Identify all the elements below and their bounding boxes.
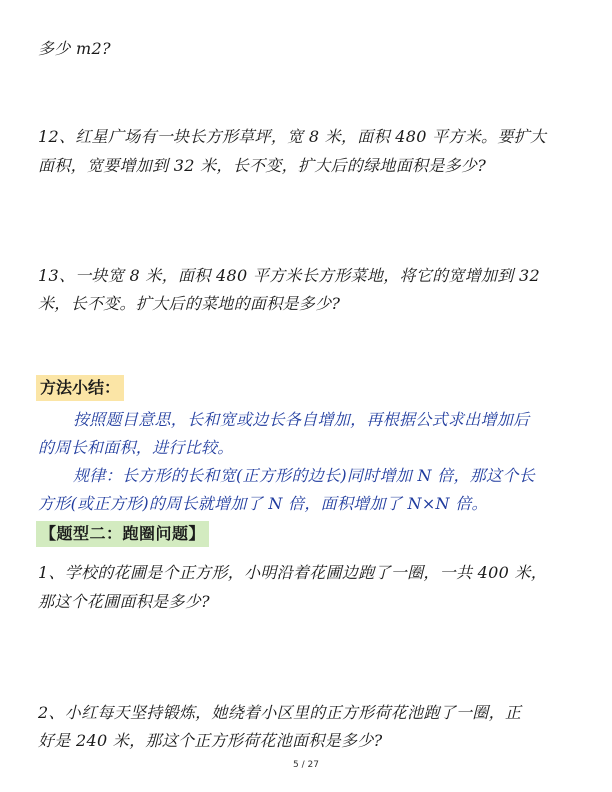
summary-rule-line-2: 方形(或正方形)的周长就增加了 N 倍，面积增加了 N×N 倍。: [38, 494, 488, 513]
question-12-line-1: 12、红星广场有一块长方形草坪，宽 8 米，面积 480 平方米。要扩大: [38, 127, 547, 146]
question-2-line-2: 好是 240 米，那这个正方形荷花池面积是多少?: [38, 731, 383, 750]
question-2-line-1: 2、小红每天坚持锻炼，她绕着小区里的正方形荷花池跑了一圈，正: [38, 703, 522, 722]
page-number: 5 / 27: [293, 760, 319, 770]
question-1-line-1: 1、学校的花圃是个正方形，小明沿着花圃边跑了一圈，一共 400 米，: [38, 563, 548, 582]
question-12-line-2: 面积，宽要增加到 32 米，长不变，扩大后的绿地面积是多少?: [38, 156, 487, 175]
question-1-line-2: 那这个花圃面积是多少?: [38, 592, 210, 611]
summary-line-1: 按照题目意思，长和宽或边长各自增加，再根据公式求出增加后: [73, 410, 530, 429]
question-13-line-1: 13、一块宽 8 米，面积 480 平方米长方形菜地，将它的宽增加到 32: [38, 266, 540, 285]
method-summary-heading: 方法小结：: [36, 375, 124, 401]
question-type-heading: 【题型二：跑圈问题】: [36, 521, 209, 547]
summary-rule-line-1: 规律：长方形的长和宽(正方形的边长)同时增加 N 倍，那这个长: [73, 466, 535, 485]
question-13-line-2: 米，长不变。扩大后的菜地的面积是多少?: [38, 294, 341, 313]
summary-line-2: 的周长和面积，进行比较。: [38, 438, 234, 457]
text-line: 多少 m2?: [38, 39, 111, 58]
